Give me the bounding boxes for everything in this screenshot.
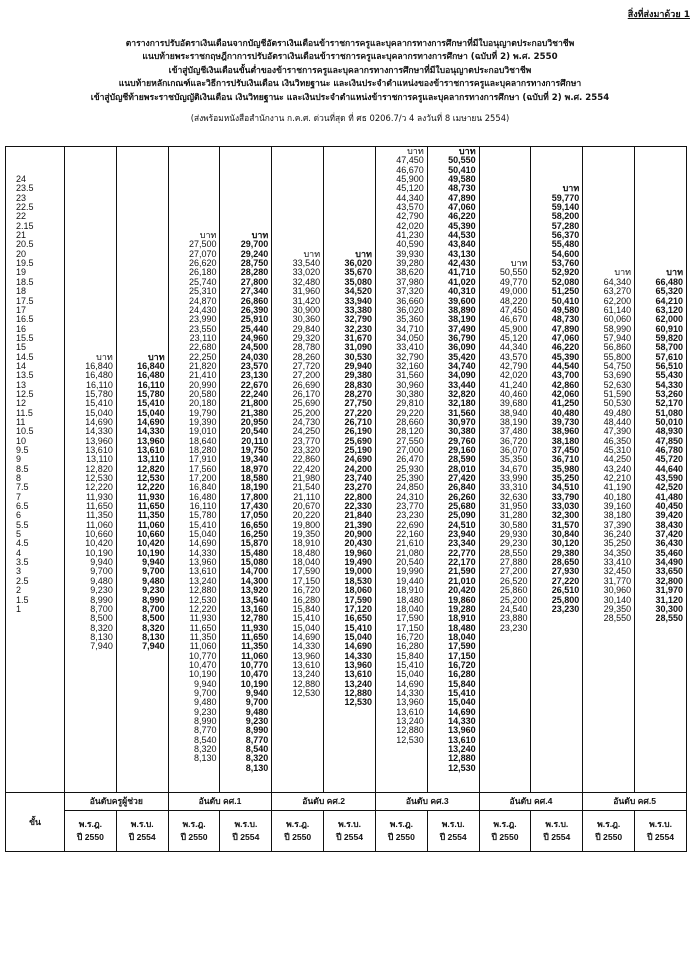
law-type: พ.ร.บ. — [649, 818, 672, 829]
group-header-ks4: อันดับ คศ.4 — [479, 792, 583, 810]
law-type: พ.ร.ฎ. — [182, 818, 206, 829]
sub-header-row — [6, 810, 687, 851]
group-header-ks2: อันดับ คศ.2 — [272, 792, 376, 810]
group-header-ks1: อันดับ คศ.1 — [168, 792, 272, 810]
law-type: พ.ร.ฎ. — [78, 818, 103, 829]
col-ks1-2550 — [168, 147, 220, 793]
group-header-ks5: อันดับ คศ.5 — [583, 792, 687, 810]
law-type: พ.ร.บ. — [338, 818, 361, 829]
column-values: บาท 47,450 46,670 45,900 45,120 44,340 43,570 42,790 42,020 41,230 40,590 39,930 39,280 38,620 37,980 37,320 36,660 36,020 35,360 34,710 34,050 33,410 32,790 32,160 31,560 30,960 30,380 29,810 29,220 28,660 28,120 27,550 27,000 26,470 25,930 25,390 24,850 24,310 23,770 23,230 22,690 22,160 21,610 21,080 20,540 19,990 19,440 18,910 18,480 18,040 17,590 17,150 16,720 16,280 15,840 15,410 15,040 14,690 14,330 13,960 13,610 13,240 12,880 12,530 — [396, 146, 424, 745]
column-values: บาท 59,770 59,140 58,200 57,280 56,370 55,480 54,600 53,760 52,920 52,080 51,250 50,410 49,580 48,730 47,890 47,060 46,220 45,390 44,540 43,700 42,860 42,060 41,250 40,480 39,730 38,960 38,180 37,450 36,710 35,980 35,250 34,510 33,790 33,030 32,300 31,570 30,840 30,120 29,380 28,650 27,930 27,220 26,510 25,800 23,230 — [551, 183, 580, 614]
sub-header-cell — [272, 810, 324, 851]
header-line-1: ตารางการปรับอัตราเงินเดือนจากบัญชีอัตราเงินเดือนข้าราชการครูและบุคลากรทางการศึกษาที่มีใบอนุญาตประกอบวิชาชีพ — [125, 39, 575, 49]
law-year: ปี 2550 — [387, 831, 415, 842]
law-year: ปี 2554 — [336, 831, 364, 842]
col-assistant-2550 — [65, 147, 117, 793]
column-values: บาท 27,500 27,070 26,620 26,180 25,740 25,310 24,870 24,430 23,990 23,550 23,110 22,680 22,250 21,820 21,410 20,990 20,580 20,180 19,790 19,390 19,010 18,640 18,280 17,910 17,560 17,200 16,840 16,480 16,110 15,780 15,410 15,040 14,690 14,330 13,960 13,610 13,240 12,880 12,530 12,220 11,930 11,650 11,350 11,060 10,770 10,470 10,190 9,940 9,700 9,480 9,230 8,990 8,770 8,540 8,320 8,130 — [188, 230, 217, 764]
group-header-assistant: อันดับครูผู้ช่วย — [65, 792, 169, 810]
law-type: พ.ร.บ. — [441, 818, 465, 829]
sub-header-cell — [220, 810, 272, 851]
column-values: บาท 50,550 49,770 49,000 48,220 47,450 46,670 45,900 45,120 44,340 43,570 42,790 42,020 41,240 40,460 39,680 38,940 38,190 37,480 36,720 36,070 35,350 34,670 33,990 33,310 32,630 31,950 31,280 30,580 29,930 29,230 28,550 27,880 27,200 26,520 25,860 25,200 24,540 23,880 23,230 — [499, 258, 528, 633]
step-header: ขั้น — [6, 792, 65, 851]
col-ks3-2554 — [427, 147, 479, 793]
law-year: ปี 2550 — [180, 831, 208, 842]
group-header-ks3: อันดับ คศ.3 — [375, 792, 479, 810]
sub-header-cell — [168, 810, 220, 851]
sub-header-cell — [531, 810, 583, 851]
law-type: พ.ร.บ. — [545, 818, 569, 829]
column-values: บาท 29,700 29,240 28,750 28,280 27,800 27,340 26,860 26,390 25,910 25,440 24,960 24,500 24,030 23,570 23,130 22,670 22,240 21,800 21,380 20,950 20,540 20,110 19,750 19,340 18,970 18,580 18,190 17,800 17,430 17,050 16,650 16,250 15,870 15,480 15,080 14,700 14,300 13,920 13,540 13,160 12,780 11,930 11,650 11,350 11,060 10,770 10,470 10,190 9,940 9,700 9,480 9,230 8,990 8,770 8,540 8,320 8,130 — [240, 230, 269, 773]
column-values: บาท 36,020 35,670 35,080 34,520 33,940 33,380 32,790 32,230 31,670 31,090 30,530 29,940 29,380 28,830 28,270 27,750 27,220 26,710 26,190 25,690 25,190 24,690 24,200 23,740 23,270 22,800 22,330 21,840 21,390 20,900 20,430 19,960 19,490 19,000 18,530 18,060 17,590 17,120 16,650 15,410 15,040 14,690 14,330 13,960 13,610 13,240 12,880 12,530 — [344, 248, 372, 708]
col-assistant-2554 — [116, 147, 168, 793]
column-values: บาท 64,340 63,270 62,200 61,140 60,060 58,990 57,940 56,860 55,800 54,750 53,690 52,630 51,590 50,530 49,480 48,440 47,390 46,350 45,310 44,250 43,240 42,210 41,190 40,180 39,160 38,180 37,390 36,240 35,250 34,350 33,410 32,450 31,770 30,960 30,140 29,350 28,550 — [603, 267, 632, 624]
column-values: บาท 66,480 65,320 64,210 63,120 62,000 60,910 59,820 58,700 57,610 56,510 55,430 54,330 53,260 52,170 51,080 50,010 48,930 47,850 46,780 45,720 44,640 43,590 42,520 41,480 40,450 39,420 38,430 37,420 36,430 35,460 34,490 33,650 32,800 31,970 31,120 30,300 28,550 — [655, 267, 683, 624]
header-line-3: เข้าสู่บัญชีเงินเดือนขั้นต่ำของข้าราชการครูและบุคลากรทางการศึกษาที่มีใบอนุญาตประกอบวิชาชีพ — [168, 65, 532, 76]
group-header-row — [6, 792, 687, 810]
sub-header-cell — [635, 810, 687, 851]
law-year: ปี 2550 — [76, 831, 104, 842]
header-line-4: แนบท้ายหลักเกณฑ์และวิธีการปรับเงินเดือน เงินวิทยฐานะ และเงินประจำตำแหน่งของข้าราชการครูและบุคลากรทางการศึกษา — [118, 79, 582, 90]
attachment-label: สิ่งที่ส่งมาด้วย 1 — [627, 10, 690, 20]
col-ks3-2550 — [375, 147, 427, 793]
sub-header-cell — [65, 810, 117, 851]
header-line-2: แนบท้ายพระราชกฤษฎีกาการปรับอัตราเงินเดือนข้าราชการครูและบุคลากรทางการศึกษา (ฉบับที่ 2) พ.ศ. 2550 — [142, 52, 558, 63]
col-ks1-2554 — [220, 147, 272, 793]
col-ks5-2550 — [583, 147, 635, 793]
sub-header-cell — [583, 810, 635, 851]
col-ks4-2554 — [531, 147, 583, 793]
law-year: ปี 2554 — [128, 831, 156, 842]
sub-header-cell — [427, 810, 479, 851]
salary-table — [5, 146, 687, 852]
step-column — [6, 147, 65, 793]
sub-header-cell — [375, 810, 427, 851]
law-year: ปี 2554 — [647, 831, 675, 842]
law-type: พ.ร.ฎ. — [493, 818, 517, 829]
col-ks4-2550 — [479, 147, 531, 793]
law-year: ปี 2554 — [232, 831, 260, 842]
reference-note: (ส่งพร้อมหนังสือสำนักงาน ก.ค.ศ. ด่วนที่สุด ที่ ศธ 0206.7/ว 4 ลงวันที่ 8 เมษายน 2554) — [190, 113, 510, 124]
law-year: ปี 2550 — [284, 831, 312, 842]
column-values: บาท 50,550 50,410 49,580 48,730 47,890 47,060 46,220 45,390 44,530 43,840 43,130 42,430 41,710 41,020 40,310 39,600 38,890 38,190 37,490 36,790 36,090 35,420 34,740 34,090 33,440 32,820 32,180 31,560 30,970 30,380 29,760 29,160 28,590 28,010 27,420 26,840 26,260 25,680 25,090 24,510 23,940 23,340 22,770 22,170 21,590 21,010 20,420 19,860 19,280 18,910 18,480 18,040 17,590 17,150 16,720 16,280 15,840 15,410 15,040 14,690 14,330 13,960 13,610 13,240 12,880 12,530 — [448, 146, 476, 773]
step-values: 24 23.5 23 22.5 22 2.15 21 20.5 20 19.5 19 18.5 18 17.5 17 16.5 16 15.5 15 14.5 14 13.5 13 12.5 12 11.5 11 10.5 10 9.5 9 8.5 8 7.5 7 6.5 6 5.5 5 4.5 4 3.5 3 2.5 2 1.5 1 — [16, 174, 34, 614]
law-year: ปี 2550 — [491, 831, 519, 842]
col-ks2-2550 — [272, 147, 324, 793]
law-type: พ.ร.บ. — [130, 818, 154, 829]
col-ks2-2554 — [324, 147, 376, 793]
col-ks5-2554 — [635, 147, 687, 793]
header-line-5: เข้าสู่บัญชีท้ายพระราชบัญญัติเงินเดือน เงินวิทยฐานะ และเงินประจำตำแหน่งข้าราชการครูและบุคลากรทางการศึกษา (ฉบับที่ 2) พ.ศ. 2554 — [90, 92, 610, 103]
law-year: ปี 2550 — [595, 831, 623, 842]
law-type: พ.ร.ฎ. — [286, 818, 310, 829]
column-values: บาท 16,840 16,480 16,110 15,780 15,410 15,040 14,690 14,330 13,960 13,610 13,110 12,820 12,530 12,220 11,930 11,650 11,350 11,060 10,660 10,420 10,190 9,940 9,700 9,480 9,230 8,990 8,700 8,500 8,320 8,130 7,940 — [137, 351, 165, 652]
sub-header-cell — [479, 810, 531, 851]
column-values: บาท 16,840 16,480 16,110 15,780 15,410 15,040 14,690 14,330 13,960 13,610 13,110 12,820 12,530 12,220 11,930 11,650 11,350 11,060 10,660 10,420 10,190 9,940 9,700 9,480 9,230 8,990 8,700 8,500 8,320 8,130 7,940 — [85, 351, 113, 652]
document-header — [0, 38, 700, 125]
law-type: พ.ร.ฎ. — [389, 818, 413, 829]
law-type: พ.ร.ฎ. — [597, 818, 621, 829]
sub-header-cell — [324, 810, 376, 851]
column-values: บาท 33,540 33,020 32,480 31,960 31,420 30,900 30,360 29,840 29,320 28,780 28,260 27,720 27,200 26,690 26,170 25,690 25,200 24,730 24,250 23,770 23,320 22,860 22,420 21,980 21,540 21,110 20,670 20,220 19,800 19,350 18,910 18,480 18,040 17,590 17,150 16,720 16,280 15,840 15,410 15,040 14,690 14,330 13,960 13,610 13,240 12,880 12,530 — [292, 248, 321, 698]
law-year: ปี 2554 — [439, 831, 467, 842]
law-type: พ.ร.บ. — [234, 818, 258, 829]
sub-header-cell — [116, 810, 168, 851]
law-year: ปี 2554 — [543, 831, 571, 842]
data-row — [6, 147, 687, 793]
